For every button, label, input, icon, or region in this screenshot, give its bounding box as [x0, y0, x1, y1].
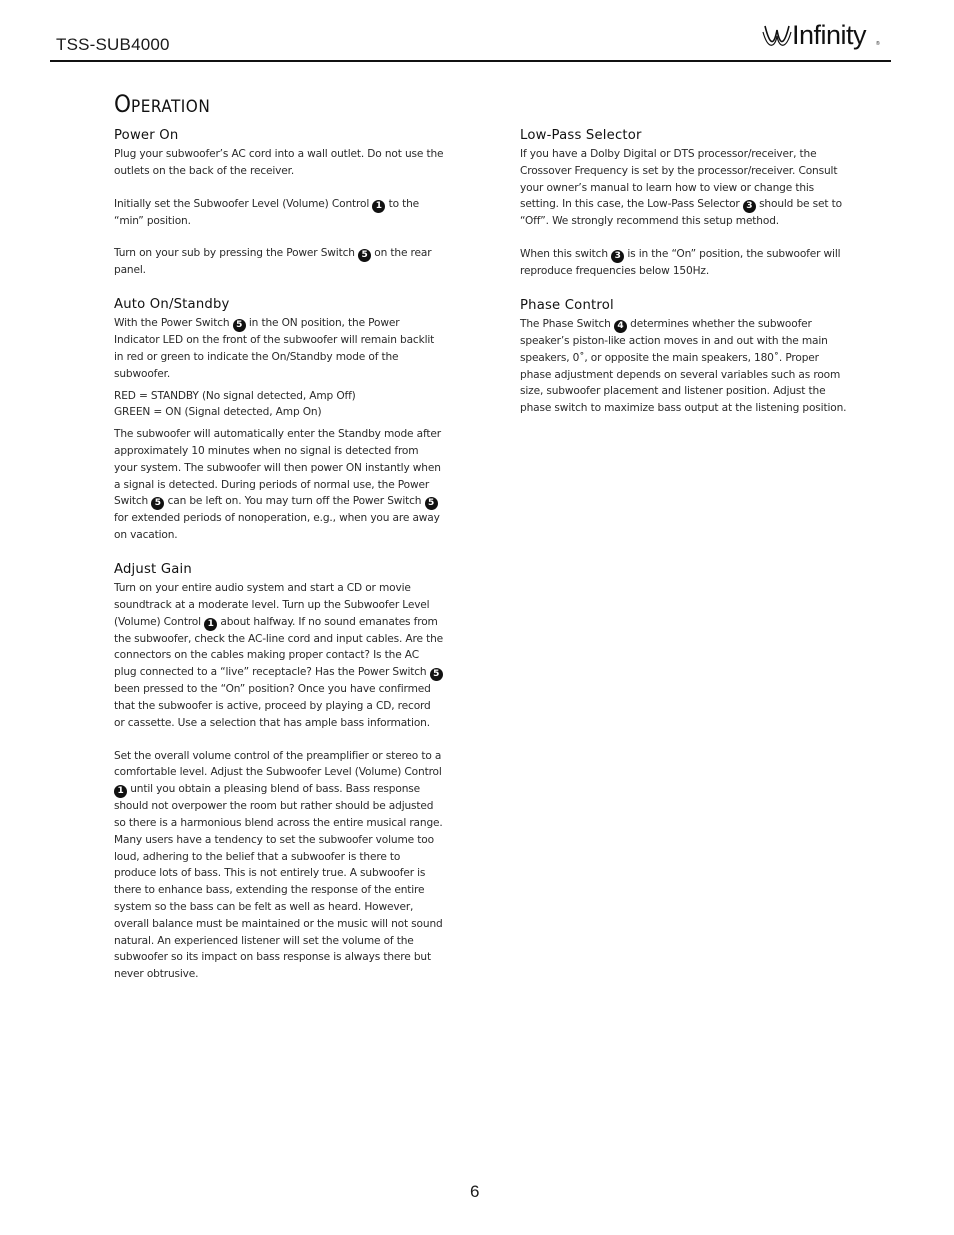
heading-phase-control: Phase Control	[520, 297, 614, 313]
title-rest: PERATION	[131, 97, 211, 117]
paragraph: Turn on your sub by pressing the Power Switch 5 on the rear panel.	[114, 247, 432, 277]
callout-5-icon: 5	[425, 497, 438, 510]
callout-1-icon: 1	[372, 200, 385, 213]
paragraph: Set the overall volume control of the preamplifier or stereo to a comfortable level. Adjust the Subwoofer Level (Volume) Control 1 until you obtain a pleasing blend of bass. Bass response should not overpower the room but rather should be adjusted so there is a harmonious blend across the entire musical range. Many users have a tendency to set the subwoofer volume too loud, adhering to the belief that a subwoofer is there to produce lots of bass. This is not entirely true. A subwoofer is there to enhance bass, extending the response of the entire system so the bass can be felt as well as heard. However, overall balance must be maintained or the music will not sound natural. An experienced listener will set the volume of the subwoofer so its impact on bass response is always there but never obtrusive.	[114, 749, 443, 981]
section-auto-on-standby	[114, 296, 444, 544]
paragraph: The subwoofer will automatically enter the Standby mode after approximately 10 minutes when no signal is detected from your system. The subwoofer will then power ON instantly when a signal is detected. During periods of normal use, the Power Switch 5 can be left on. You may turn off the Power Switch 5 for extended periods of nonoperation, e.g., when you are away on vacation.	[114, 428, 441, 542]
paragraph: With the Power Switch 5 in the ON position, the Power Indicator LED on the front of the subwoofer will remain backlit in red or green to indicate the On/Standby mode of the subwoofer.	[114, 317, 435, 380]
right-column	[520, 127, 850, 434]
paragraph: If you have a Dolby Digital or DTS processor/receiver, the Crossover Frequency is set by the processor/receiver. Consult your owner’s manual to learn how to view or change this setting. In this case, the Low-Pass Selector 3 should be set to “Off”. We strongly recommend this setup method.	[520, 148, 842, 228]
callout-5-icon: 5	[151, 497, 164, 510]
paragraph: RED = STANDBY (No signal detected, Amp Off) GREEN = ON (Signal detected, Amp On)	[114, 389, 356, 419]
callout-5-icon: 5	[233, 319, 246, 332]
model-name: TSS-SUB4000	[56, 35, 170, 54]
header-rule	[50, 60, 891, 62]
logo-trademark: ®	[876, 41, 880, 47]
section-low-pass	[520, 127, 850, 280]
page-number: 6	[470, 1182, 480, 1201]
callout-1-icon: 1	[114, 785, 127, 798]
logo-wordmark: Infinity	[792, 20, 867, 50]
heading-low-pass: Low-Pass Selector	[520, 128, 642, 143]
heading-adjust-gain: Adjust Gain	[114, 561, 192, 577]
paragraph: The Phase Switch 4 determines whether the subwoofer speaker’s piston-like action moves in and out with the main speakers, 0˚, or opposite the main speakers, 180˚. Proper phase adjustment depends on several variables such as room size, subwoofer placement and listener position. Adjust the phase switch to maximize bass output at the listening position.	[520, 317, 847, 415]
brand-logo	[762, 20, 884, 50]
callout-5-icon: 5	[430, 668, 443, 681]
section-adjust-gain	[114, 561, 444, 983]
paragraph: Plug your subwoofer’s AC cord into a wall outlet. Do not use the outlets on the back of the receiver.	[114, 148, 444, 177]
section-phase-control	[520, 297, 850, 417]
paragraph: Turn on your entire audio system and start a CD or movie soundtrack at a moderate level. Turn up the Subwoofer Level (Volume) Control 1 about halfway. If no sound emanates from the subwoofer, check the AC-line cord and input cables. Are the connectors on the cables making proper contact? Is the AC plug connected to a “live” receptacle? Has the Power Switch 5 been pressed to the “On” position? Once you have confirmed that the subwoofer is active, proceed by playing a CD, record or cassette. Use a selection that has ample bass information.	[114, 581, 444, 729]
callout-1-icon: 1	[204, 618, 217, 631]
logo-mark-icon	[762, 22, 792, 50]
callout-4-icon: 4	[614, 320, 627, 333]
page-title	[114, 90, 210, 118]
paragraph: When this switch 3 is in the “On” position, the subwoofer will reproduce frequencies below 150Hz.	[520, 248, 841, 278]
callout-5-icon: 5	[358, 249, 371, 262]
section-power-on	[114, 127, 444, 279]
callout-3-icon: 3	[611, 250, 624, 263]
heading-power-on: Power On	[114, 128, 179, 143]
callout-3-icon: 3	[743, 200, 756, 213]
paragraph: Initially set the Subwoofer Level (Volume) Control 1 to the “min” position.	[114, 197, 420, 227]
left-column	[114, 127, 444, 1000]
heading-auto-on-standby: Auto On/Standby	[114, 297, 230, 313]
title-initial: O	[114, 90, 131, 118]
